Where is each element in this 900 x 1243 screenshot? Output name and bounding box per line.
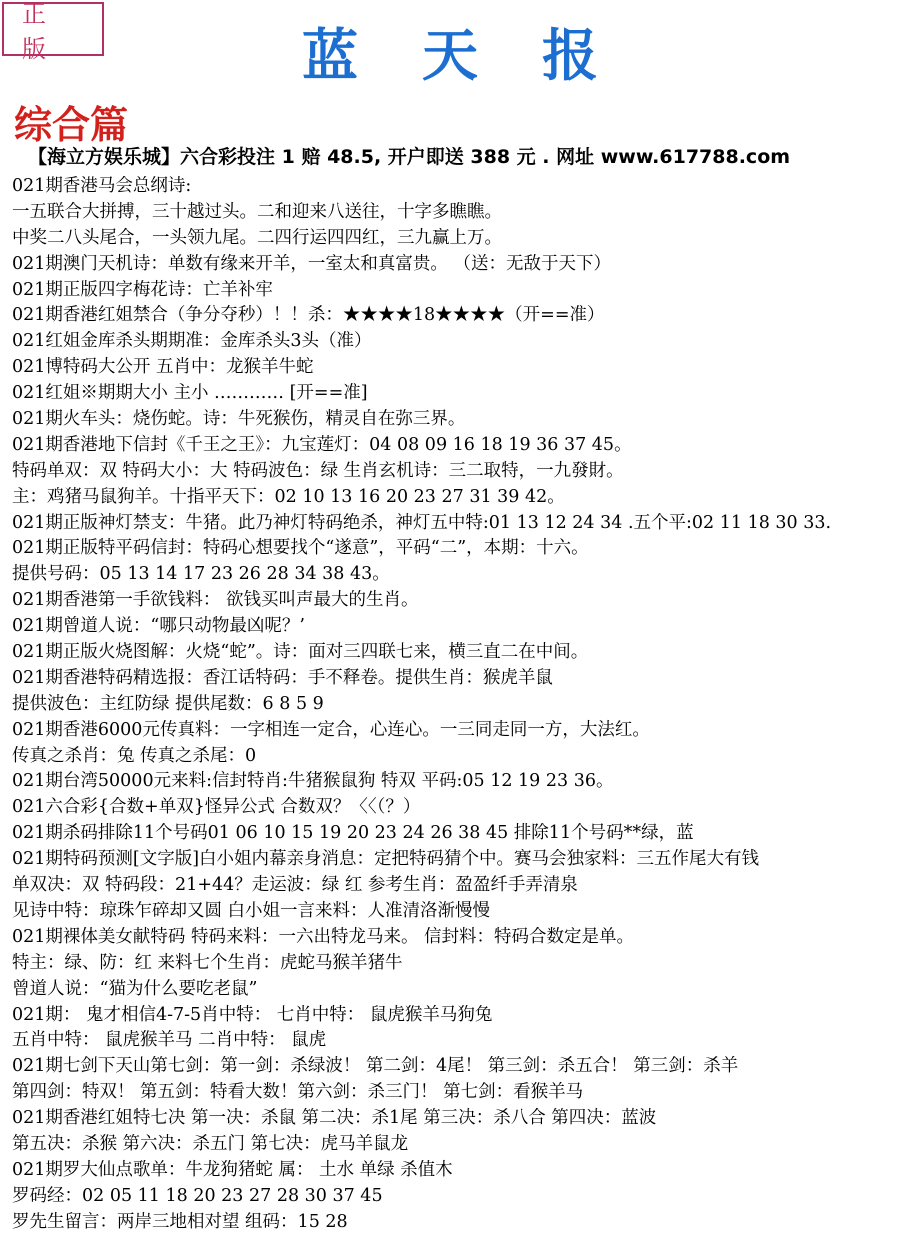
text-line: 021红姐※期期大小 主小 ………… [开==准] (12, 383, 368, 404)
genuine-badge: 正版 (2, 2, 104, 56)
text-line: 021期香港特码精选报：香江话特码：手不释卷。提供生肖：猴虎羊鼠 (12, 667, 553, 688)
text-line: 021期： 鬼才相信4-7-5肖中特： 七肖中特： 鼠虎猴羊马狗兔 (12, 1004, 493, 1025)
text-line: 021博特码大公开 五肖中：龙猴羊牛蛇 (12, 357, 314, 378)
text-line: 021期香港6000元传真料：一字相连一定合，心连心。一三同走同一方，大法红。 (12, 719, 650, 740)
text-line: 021期罗大仙点歌单：牛龙狗猪蛇 属： 土水 单绿 杀值木 (12, 1159, 453, 1180)
text-line: 021期正版火烧图解：火烧“蛇”。诗：面对三四联七来，横三直二在中间。 (12, 642, 589, 663)
text-line: 021期香港马会总纲诗: (12, 176, 192, 196)
text-line: 一五联合大拼搏，三十越过头。二和迎来八送往，十字多瞧瞧。 (12, 201, 502, 222)
text-line: 五肖中特： 鼠虎猴羊马 二肖中特： 鼠虎 (12, 1030, 327, 1051)
text-line: 单双决：双 特码段：21+44？走运波：绿 红 参考生肖：盈盈纤手弄清泉 (12, 875, 578, 896)
text-line: 021期澳门天机诗：单数有缘来开羊，一室太和真富贵。 （送：无敌于天下） (12, 253, 611, 274)
text-line: 第五决：杀猴 第六决：杀五门 第七决：虎马羊鼠龙 (12, 1133, 409, 1154)
text-line: 见诗中特：琼珠乍碎却又圆 白小姐一言来料：人准清洛渐慢慢 (12, 900, 491, 921)
text-line: 021期正版神灯禁支：牛猪。此乃神灯特码绝杀，神灯五中特:01 13 12 24 34 .五个平:02 11 18 30 33. (12, 512, 832, 533)
text-line: 021期七剑下天山第七剑：第一剑：杀绿波！ 第二剑：4尾！ 第三剑：杀五合！ 第三剑：杀羊 (12, 1056, 739, 1077)
text-line: 提供号码：05 13 14 17 23 26 28 34 38 43。 (12, 564, 390, 585)
text-line: 021期曾道人说：“哪只动物最凶呢？’ (12, 616, 305, 637)
text-line: 提供波色：主红防绿 提供尾数：6 8 5 9 (12, 693, 324, 714)
text-line: 特码单双：双 特码大小：大 特码波色：绿 生肖玄机诗：三二取特，一九發財。 (12, 460, 624, 481)
text-line: 021期正版四字梅花诗：亡羊补牢 (12, 279, 273, 300)
text-line: 021期香港地下信封《千王之王》：九宝莲灯：04 08 09 16 18 19 36 37 45。 (12, 434, 632, 455)
text-line: 021六合彩{合数+单双}怪异公式 合数双？〈〈（？） (12, 797, 421, 818)
text-line: 021期火车头：烧伤蛇。诗：牛死猴伤，精灵自在弥三界。 (12, 409, 466, 430)
text-line: 中奖二八头尾合，一头领九尾。二四行运四四红，三九赢上万。 (12, 227, 502, 248)
text-line: 罗先生留言：两岸三地相对望 组码：15 28 (12, 1211, 348, 1232)
text-line: 第四剑：特双！ 第五剑：特看大数！第六剑：杀三门！ 第七剑：看猴羊马 (12, 1082, 584, 1103)
text-line: 传真之杀肖：兔 传真之杀尾：0 (12, 745, 257, 766)
text-lines (12, 174, 898, 1236)
text-line: 021期香港第一手欲钱料： 欲钱买叫声最大的生肖。 (12, 590, 419, 611)
section-title: 综合篇 (14, 102, 129, 147)
text-line: 021期香港红姐特七决 第一决：杀鼠 第二决：杀1尾 第三决：杀八合 第四决：蓝波 (12, 1108, 657, 1129)
text-line: 特主：绿、防：红 来料七个生肖：虎蛇马猴羊猪牛 (12, 952, 403, 973)
text-line: 021期特码预测[文字版]白小姐内幕亲身消息：定把特码猜个中。赛马会独家料：三五作尾大有钱 (12, 849, 760, 870)
page-title: 蓝天报 (302, 23, 662, 89)
text-line: 021期香港红姐禁合（争分夺秒）！！杀：★★★★18★★★★（开==准） (12, 305, 605, 326)
text-line: 021期裸体美女献特码 特码来料：一六出特龙马来。 信封料：特码合数定是单。 (12, 926, 635, 947)
text-line: 罗码经：02 05 11 18 20 23 27 28 30 37 45 (12, 1185, 383, 1206)
text-line: 021红姐金库杀头期期准：金库杀头3头（准） (12, 331, 372, 352)
text-line: 021期杀码排除11个号码01 06 10 15 19 20 23 24 26 38 45 排除11个号码**绿，蓝 (12, 823, 694, 844)
text-line: 021期正版特平码信封：特码心想要找个“遂意”，平码“二”，本期：十六。 (12, 538, 589, 559)
text-line: 曾道人说：“猫为什么要吃老鼠” (12, 978, 258, 999)
ad-banner: 【海立方娱乐城】六合彩投注 1 赔 48.5, 开户即送 388 元 . 网址 www.617788.com (28, 146, 791, 168)
text-line: 021期台湾50000元来料:信封特肖:牛猪猴鼠狗 特双 平码:05 12 19 23 36。 (12, 771, 614, 792)
text-line: 主：鸡猪马鼠狗羊。十指平天下：02 10 13 16 20 23 27 31 39 42。 (12, 486, 565, 507)
